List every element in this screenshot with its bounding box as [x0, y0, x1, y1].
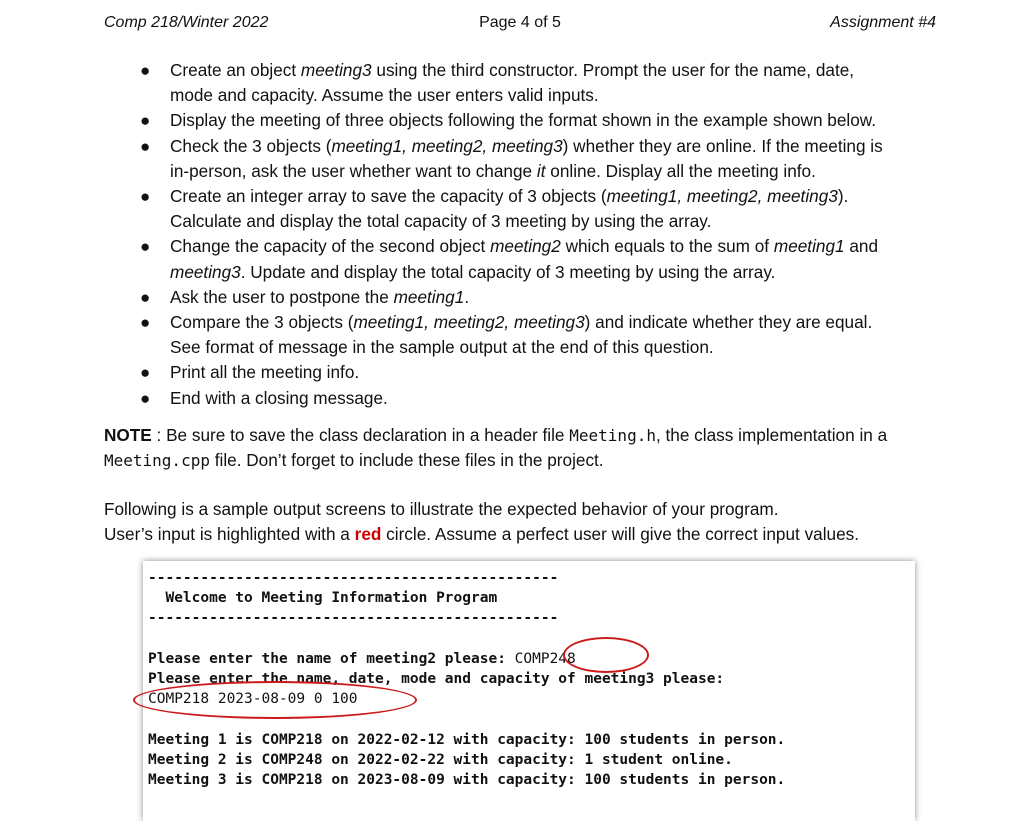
user-input: COMP248: [514, 651, 576, 667]
welcome-line: Welcome to Meeting Information Program: [148, 590, 498, 606]
list-item: ● Change the capacity of the second object meeting2 which equals to the sum of meeting1 and meeting3. Update and display the total capacity of 3 meeting by using the array.: [140, 236, 879, 282]
list-item: ● Print all the meeting info.: [104, 360, 944, 385]
bullet-icon: ●: [140, 363, 151, 383]
input-highlight-circle: [133, 681, 417, 719]
bullet-icon: ●: [140, 136, 151, 156]
user-input: COMP218 2023-08-09 0 100: [148, 691, 358, 707]
instruction-list: [104, 58, 944, 411]
list-item: ● Create an object meeting3 using the third constructor. Prompt the user for the name, date, mode and capacity. Assume the user enters valid inputs.: [140, 60, 855, 106]
bullet-icon: ●: [140, 111, 151, 131]
prompt-line: Please enter the name of meeting2 please: COMP248: [148, 651, 576, 667]
list-item: ● Compare the 3 objects (meeting1, meeting2, meeting3) and indicate whether they are equal. See format of message in the sample output at the end of this question.: [140, 312, 873, 358]
separator-line: -----------------------------------------------: [148, 570, 559, 586]
list-item: ● Ask the user to postpone the meeting1.: [104, 285, 944, 310]
output-line: Meeting 3 is COMP218 on 2023-08-09 with capacity: 100 students in person.: [148, 772, 786, 788]
list-item: ● Check the 3 objects (meeting1, meeting2, meeting3) whether they are online. If the meeting is in-person, ask the user whether want to change it online. Display all the meeting info.: [140, 135, 883, 181]
list-item: ● Create an integer array to save the capacity of 3 objects (meeting1, meeting2, meeting3). Calculate and display the total capacity of 3 meeting by using the array.: [140, 186, 849, 232]
bullet-icon: ●: [140, 388, 151, 408]
bullet-icon: ●: [140, 187, 151, 207]
bullet-icon: ●: [140, 313, 151, 333]
bullet-icon: ●: [140, 287, 151, 307]
page-header: [104, 14, 936, 36]
list-item: ● End with a closing message.: [104, 386, 944, 411]
prompt-line: Please enter the name, date, mode and capacity of meeting3 please:: [148, 671, 725, 687]
red-word: red: [354, 524, 382, 544]
output-line: Meeting 1 is COMP218 on 2022-02-12 with capacity: 100 students in person.: [148, 732, 786, 748]
note-paragraph: NOTE : Be sure to save the class declaration in a header file Meeting.h, the class implementation in a Meeting.cpp file. Don’t forget to include these files in the project.: [104, 425, 888, 470]
bullet-icon: ●: [140, 237, 151, 257]
sample-intro: Following is a sample output screens to illustrate the expected behavior of your program. User’s input is highlighted with a red circle. Assume a perfect user will give the correct input values.: [104, 499, 860, 544]
input-highlight-circle: [563, 637, 649, 673]
page-number: Page 4 of 5: [479, 14, 561, 31]
list-item: ● Display the meeting of three objects following the format shown in the example shown below.: [104, 108, 944, 133]
header-filename: Meeting.h: [569, 426, 656, 445]
sample-output-console: [143, 561, 915, 821]
course-label: Comp 218/Winter 2022: [104, 14, 269, 31]
assignment-label: Assignment #4: [830, 14, 936, 31]
cpp-filename: Meeting.cpp: [104, 451, 210, 470]
note-label: NOTE: [104, 425, 152, 445]
separator-line: -----------------------------------------------: [148, 610, 559, 626]
output-line: Meeting 2 is COMP248 on 2022-02-22 with capacity: 1 student online.: [148, 752, 733, 768]
bullet-icon: ●: [140, 61, 151, 80]
